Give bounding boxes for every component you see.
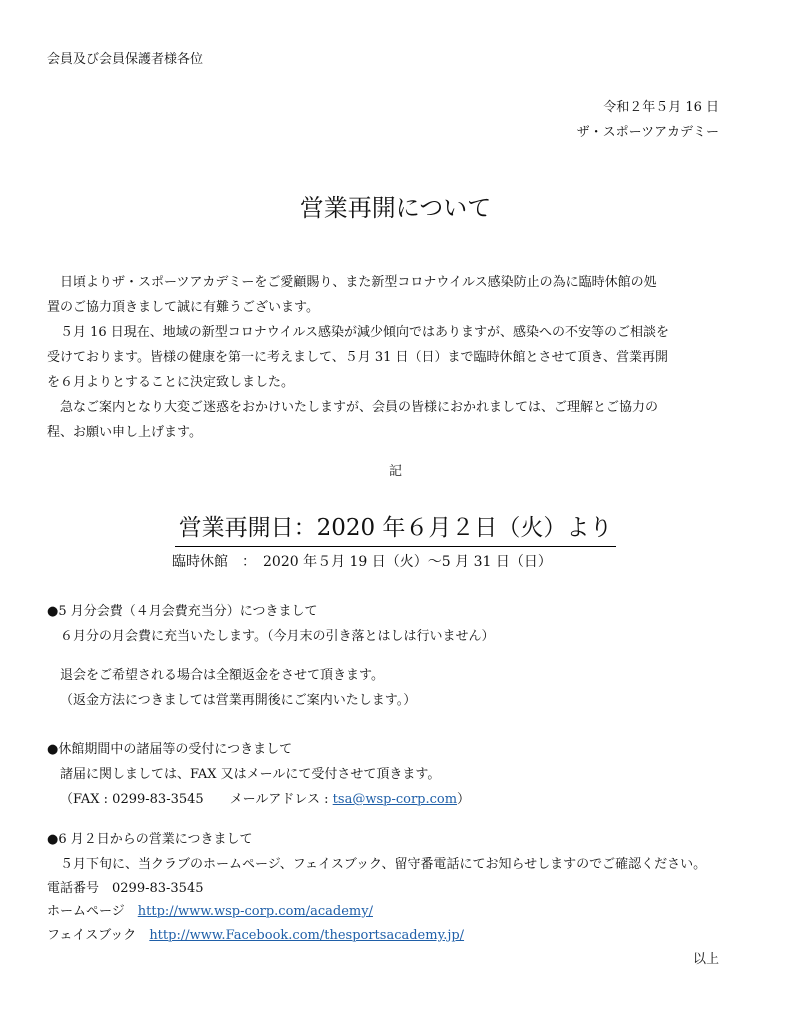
facebook-link[interactable]: http://www.Facebook.com/thesportsacademy.jp/ [149, 928, 465, 943]
section2-line: 諸届に関しましては、FAX 又はメールにて受付させて頂きます。 [60, 767, 441, 782]
fax-suffix: ） [457, 792, 471, 807]
body-line: を６月よりとすることに決定致しました。 [47, 375, 295, 390]
reopen-date-text: 営業再開日：2020 年６月２日（火）より [175, 509, 617, 547]
homepage-line [47, 900, 373, 919]
ki-mark: 記 [388, 464, 402, 479]
contact-line [60, 788, 470, 807]
page-title: 営業再開について [299, 194, 492, 222]
body-line: 受けております。皆様の健康を第一に考えまして、５月 31 日（日）まで臨時休館とさせて頂き、営業再開 [47, 350, 668, 365]
fax-text: （FAX : 0299-83-3545 メールアドレス : [60, 792, 333, 807]
closure-period: 臨時休館 ： 2020 年５月 19 日（火）～5 月 31 日（日） [172, 554, 552, 570]
section3-heading: ●6 月２日からの営業につきまして [47, 832, 253, 847]
body-text [47, 270, 747, 445]
facebook-line [47, 924, 464, 943]
reopen-date [0, 509, 791, 547]
section3-line: ５月下旬に、当クラブのホームページ、フェイスブック、留守番電話にてお知らせしますのでご確認ください。 [60, 857, 707, 872]
section1-heading: ●5 月分会費（４月会費充当分）につきまして [47, 604, 318, 619]
section2-heading: ●休館期間中の諸届等の受付につきまして [47, 742, 293, 757]
body-line: 急なご案内となり大変ご迷惑をおかけいたしますが、会員の皆様におかれましては、ご理解とご協力の [47, 400, 659, 415]
email-link[interactable]: tsa@wsp-corp.com [332, 792, 458, 807]
phone-line: 電話番号 0299-83-3545 [47, 881, 204, 896]
body-line: 程、お願い申し上げます。 [47, 425, 202, 440]
section1-line: ６月分の月会費に充当いたします。（今月末の引き落とはしは行いません） [60, 629, 495, 644]
body-line: 日頃よりザ・スポーツアカデミーをご愛顧賜り、また新型コロナウイルス感染防止の為に臨時休館の処 [47, 275, 657, 290]
addressee: 会員及び会員保護者様各位 [47, 52, 204, 67]
homepage-label: ホームページ [47, 904, 138, 919]
closing-mark: 以上 [692, 952, 719, 967]
sender: ザ・スポーツアカデミー [576, 125, 719, 140]
section1-line: （返金方法につきましては営業再開後にご案内いたします。） [60, 693, 417, 708]
homepage-link[interactable]: http://www.wsp-corp.com/academy/ [137, 904, 373, 919]
body-line: ５月 16 日現在、地域の新型コロナウイルス感染が減少傾向ではありますが、感染への不安等のご相談を [47, 325, 670, 340]
facebook-label: フェイスブック [47, 928, 150, 943]
body-line: 置のご協力頂きまして誠に有難うございます。 [47, 300, 319, 315]
date: 令和２年５月 16 日 [603, 100, 719, 115]
section1-line: 退会をご希望される場合は全額返金をさせて頂きます。 [60, 668, 384, 683]
